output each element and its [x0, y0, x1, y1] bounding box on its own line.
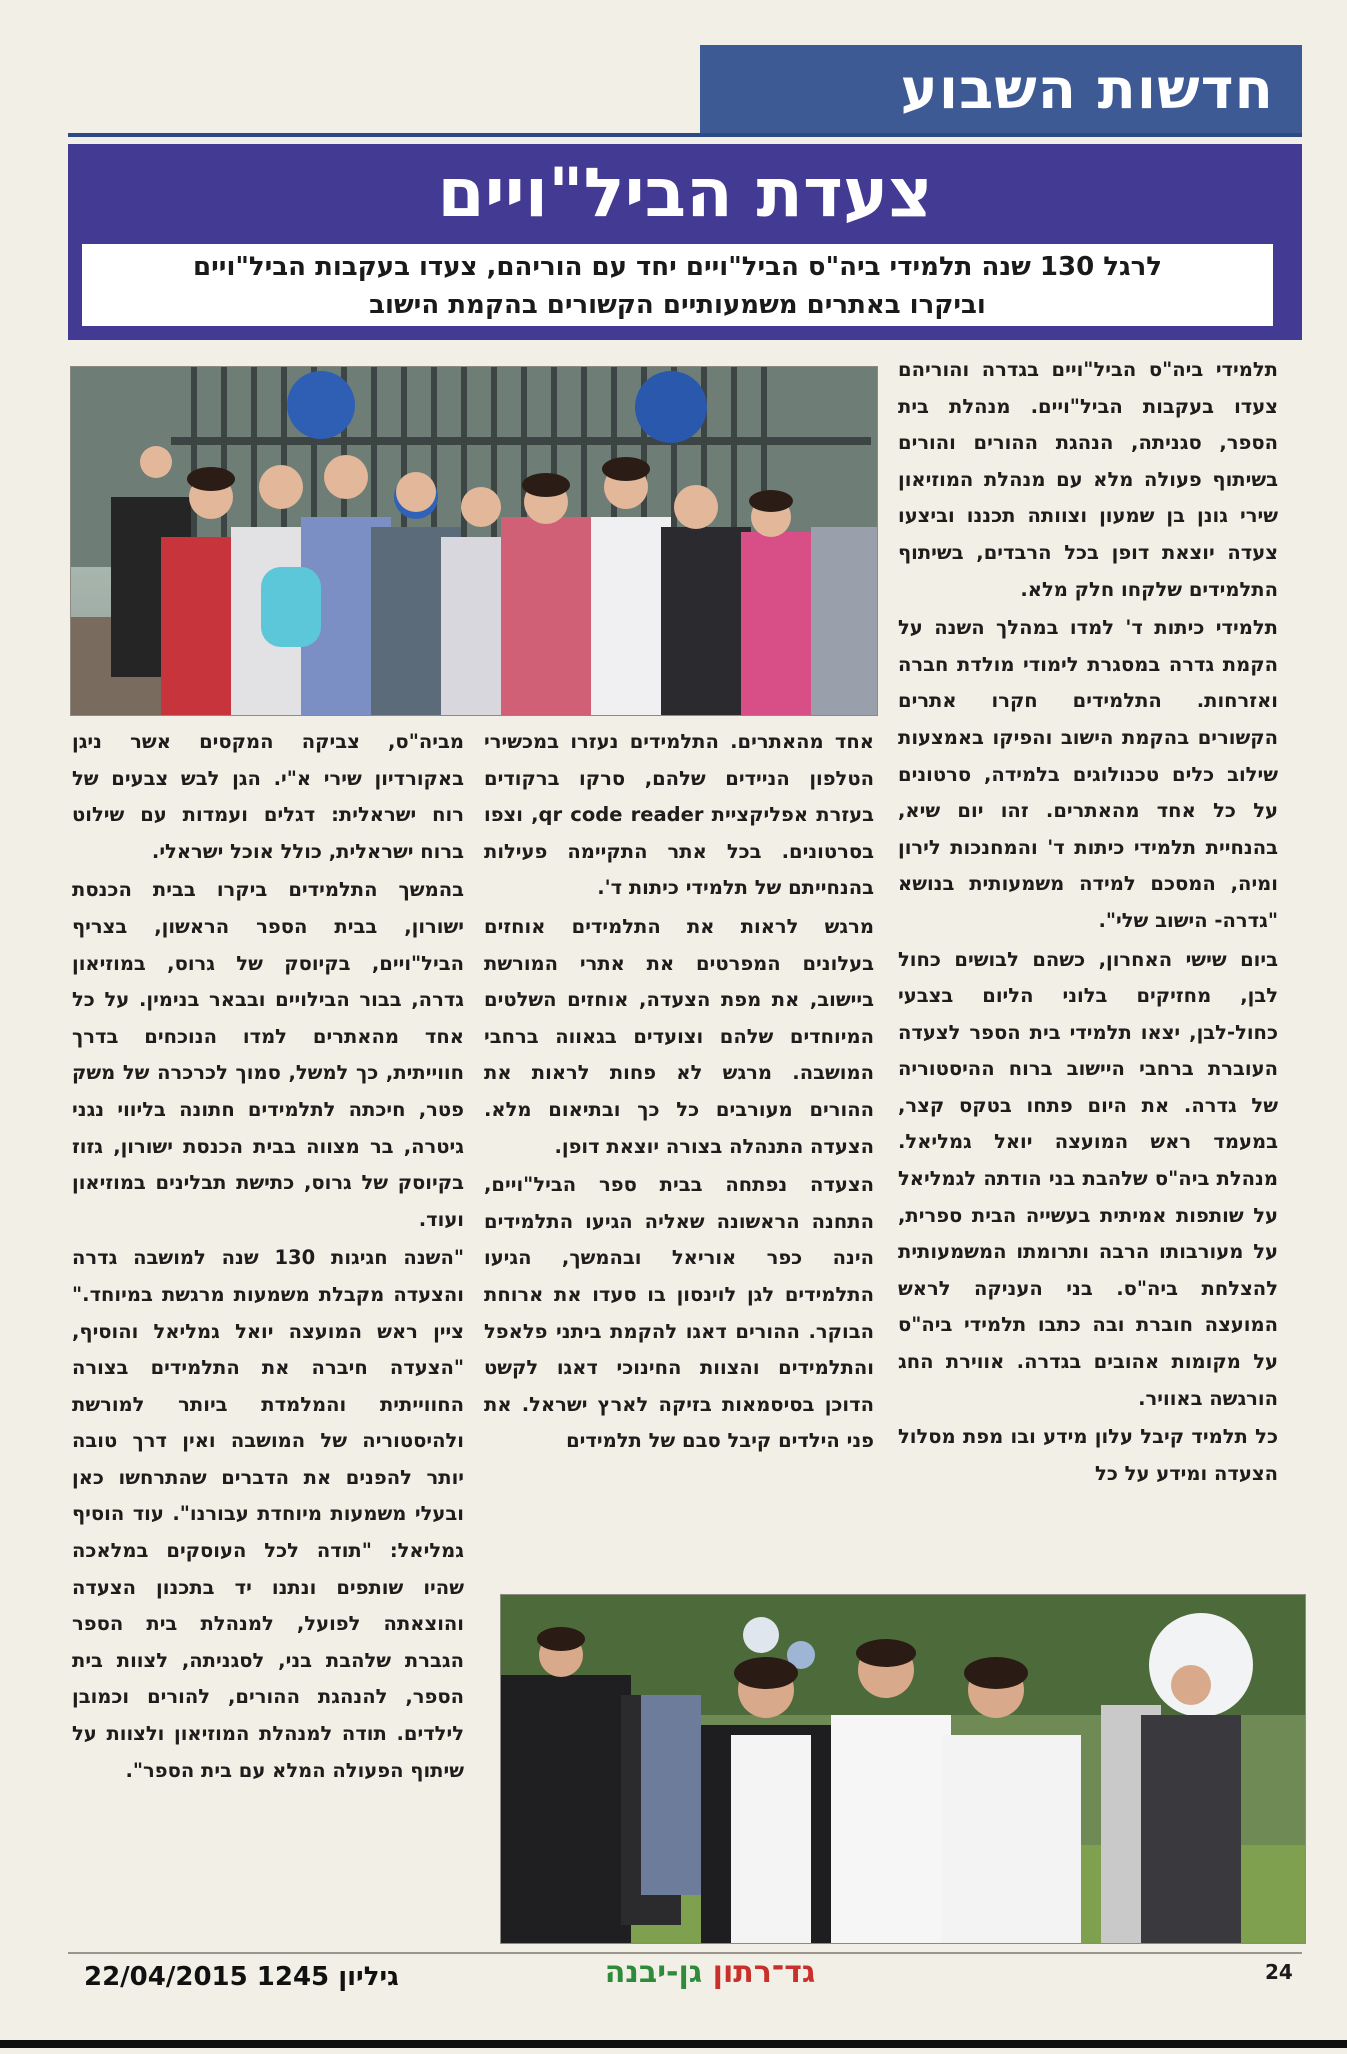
paragraph: אחד מהאתרים. התלמידים נעזרו במכשירי הטלפון הניידים שלהם, סרקו ברקודים בעזרת אפליקציית qr code reader, וצפו בסרטונים. בכל אתר התקיימה פעילות בהנחייתם של תלמידי כיתות ד'.	[484, 730, 874, 900]
photo-parents-in-park	[500, 1594, 1306, 1944]
footer-divider	[68, 1952, 1302, 1954]
paragraph: בהמשך התלמידים ביקרו בבית הכנסת ישורון, בבית הספר הראשון, בצריף הביל"ויים, בקיוסק של גרוס, במוזיאון גדרה, בבור הבילויים ובבאר בנימין. על כל אחד מהאתרים למדו הנוכחים בדרך חווייתית, כך למשל, סמוך לכרכרה של משק פטר, חיכתה לתלמידים חתונה בליווי נגני גיטרה, בר מצווה בבית הכנסת ישורון, גזוז בקיוסק של גרוס, כתישת תבלינים במוזיאון ועוד.	[72, 878, 464, 1231]
subheadline-line-2: וביקרו באתרים משמעותיים הקשורים בהקמת הישוב	[369, 290, 986, 320]
article-column-right	[898, 352, 1278, 1654]
paragraph: כל תלמיד קיבל עלון מידע ובו מפת מסלול הצעדה ומידע על כל	[898, 1425, 1278, 1485]
paragraph: הצעדה נפתחה בבית ספר הביל"ויים, התחנה הראשונה שאליה הגיעו התלמידים הינה כפר אוריאל ובהמשך, הגיעו התלמידים לגן לוינסון בו סעדו את ארוחת הבוקר. ההורים דאגו להקמת ביתני פלאפל והתלמידים והצוות החינוכי דאגו לקשט הדוכן בסיסמאות בזיקה לארץ ישראל. את פני הילדים קיבל סבם של תלמידים	[484, 1173, 874, 1453]
subheadline	[80, 242, 1275, 328]
photo-students-image	[71, 367, 877, 715]
paragraph: "השנה חגיגות 130 שנה למושבה גדרה והצעדה מקבלת משמעות מרגשת במיוחד." ציין ראש המועצה יואל גמליאל והוסיף, "הצעדה חיברה את התלמידים בצורה החווייתית והמלמדת ביותר למורשת ולהיסטוריה של המושבה ואין דרך טובה יותר להפנים את הדברים שהתרחשו כאן ובעלי משמעות מיוחדת עבורנו". עוד הוסיף גמליאל: "תודה לכל העוסקים במלאכה שהיו שותפים ונתנו יד בתכנון הצעדה והוצאתה לפועל, למנהלת בית הספר הגברת שלהבת בני, לסגניתה, לצוות בית הספר, להנהגת ההורים, להורים וכמובן לילדים. תודה למנהלת המוזיאון ולצוות על שיתוף הפעולה המלא עם בית הספר".	[72, 1246, 464, 1782]
section-divider	[68, 133, 1302, 137]
newspaper-masthead	[560, 1955, 860, 1999]
paragraph: מרגש לראות את התלמידים אוחזים בעלונים המפרטים את אתרי המורשת ביישוב, את מפת הצעדה, אוחזים השלטים המיוחדים שלהם וצועדים בגאווה ברחבי המושבה. מרגש לא פחות לראות את ההורים מעורבים כל כך ובתיאום מלא. הצעדה התנהלה בצורה יוצאת דופן.	[484, 914, 874, 1158]
photo-parents-image	[501, 1595, 1305, 1943]
masthead-part-green: גן-יבנה	[604, 1955, 703, 1990]
subheadline-line-1: לרגל 130 שנה תלמידי ביה"ס הביל"ויים יחד עם הוריהם, צעדו בעקבות הביל"ויים	[193, 252, 1162, 282]
section-title: חדשות השבוע	[900, 56, 1274, 122]
article-column-middle	[484, 724, 874, 1574]
page-number: 24	[1265, 1960, 1293, 1984]
paragraph: תלמידי ביה"ס הביל"ויים בגדרה והוריהם צעדו בעקבות הביל"ויים. מנהלת בית הספר, סגניתה, הנהגת ההורים והורים בשיתוף פעולה מלא עם מנהלת המוזיאון שירי גונן בן שמעון וצוותה תכננו וביצעו צעדה יוצאת דופן בכל הרבדים, בשיתוף התלמידים שלקחו חלק מלא.	[898, 358, 1278, 601]
photo-students-with-balloons	[70, 366, 878, 716]
article-column-left	[72, 724, 464, 2054]
masthead-part-red: גד־רתון	[712, 1955, 816, 1990]
issue-line: גיליון 1245 22/04/2015	[84, 1962, 399, 1992]
scan-edge	[0, 2040, 1347, 2048]
headline-bar	[68, 144, 1302, 242]
section-header	[700, 45, 1302, 133]
paragraph: תלמידי כיתות ד' למדו במהלך השנה על הקמת גדרה במסגרת לימודי מולדת חברה ואזרחות. התלמידים חקרו אתרים הקשורים בהקמת הישוב והפיקו באמצעות שילוב כלים טכנולוגים בלמידה, סרטונים על כל אחד מהאתרים. זהו יום שיא, בהנחיית תלמידי כיתות ד' והמחנכות לירון ומיה, המסכם למידה משמעותית בנושא "גדרה- הישוב שלי".	[898, 616, 1278, 932]
headline: צעדת הביל"ויים	[437, 153, 933, 233]
paragraph: ביום שישי האחרון, כשהם לבושים כחול לבן, מחזיקים בלוני הליום בצבעי כחול-לבן, יצאו תלמידי בית הספר לצעדה העוברת ברחבי היישוב ברוח ההיסטוריה של גדרה. את היום פתחו בטקס קצר, במעמד ראש המועצה יואל גמליאל. מנהלת ביה"ס שלהבת בני הודתה לגמליאל על שותפות אמיתית בעשייה הבית ספרית, על מעורבותו הרבה ותרומתו המשמעותית להצלחת ביה"ס. בני העניקה לראש המועצה חוברת ובה כתבו תלמידי ביה"ס על מקומות אהובים בגדרה. אווירת החג הורגשה באוויר.	[898, 947, 1278, 1410]
paragraph: מביה"ס, צביקה המקסים אשר ניגן באקורדיון שירי א"י. הגן לבש צבעים של רוח ישראלית: דגלים ועמדות עם שילוט ברוח ישראלית, כולל אוכל ישראלי.	[72, 730, 464, 863]
